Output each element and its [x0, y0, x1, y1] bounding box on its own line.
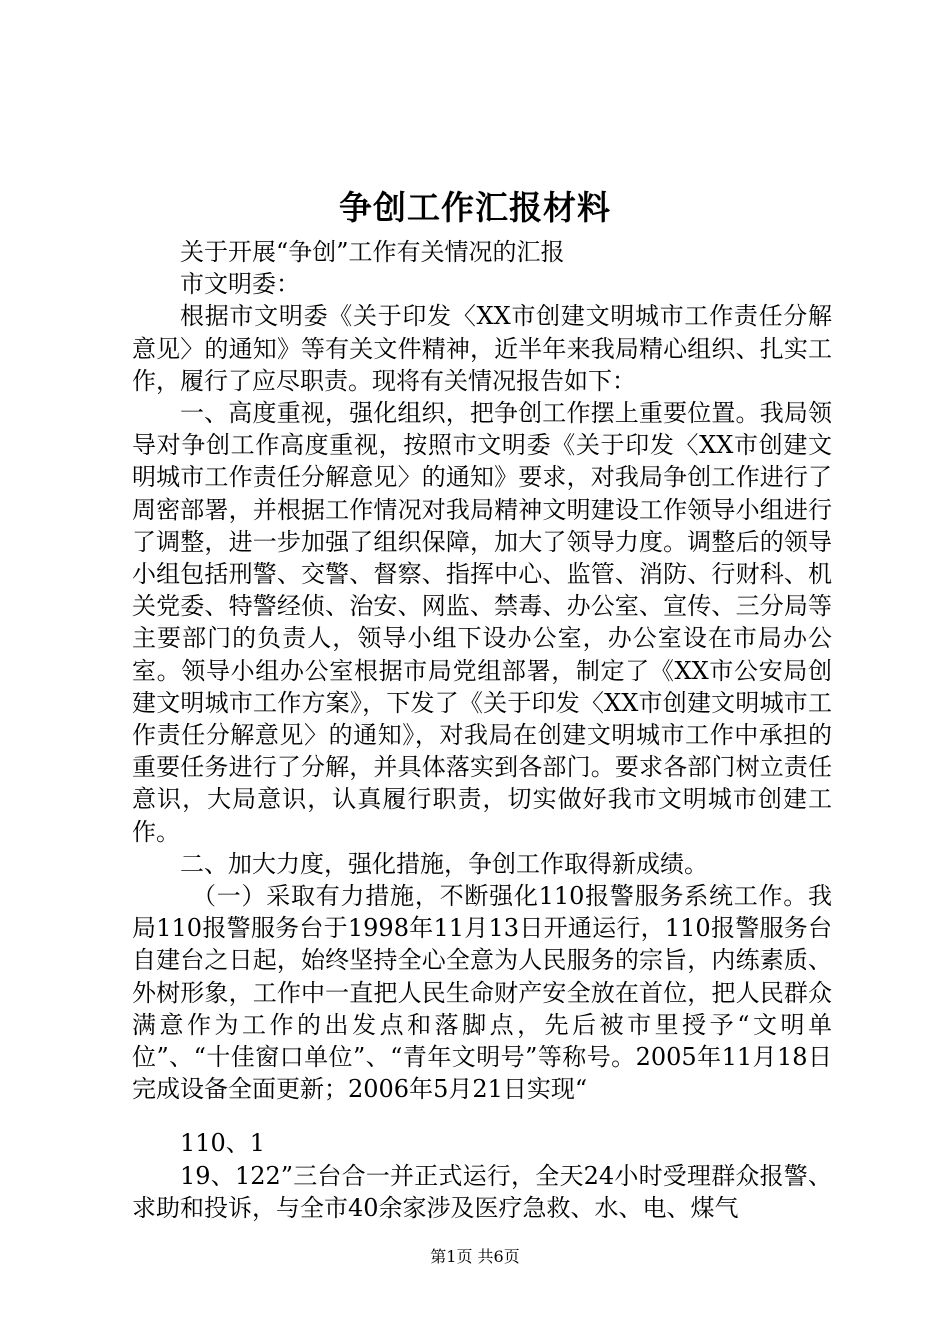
paragraph-three-in-one: 19、122”三台合一并正式运行，全天24小时受理群众报警、求助和投诉，与全市40余家涉及医疗急救、水、电、煤气: [132, 1161, 832, 1222]
paragraph-section-two-heading: 二、加大力度，强化措施，争创工作取得新成绩。: [180, 849, 708, 878]
report-subtitle: 关于开展“争创”工作有关情况的汇报: [180, 238, 565, 266]
paragraph-subsection-one: （一）采取有力措施，不断强化110报警服务系统工作。我局110报警服务台于1998年11月13日开通运行，110报警服务台自建台之日起，始终坚持全心全意为人民服务的宗旨，内练素质、外树形象，工作中一直把人民生命财产安全放在首位，把人民群众满意作为工作的出发点和落脚点，先后被市里授予“文明单位”、“十佳窗口单位”、“青年文明号”等称号。2005年11月18日完成设备全面更新；2006年5月21日实现“: [132, 882, 832, 1104]
page-number-footer: 第1页 共6页: [430, 1247, 520, 1266]
paragraph-section-one: 一、高度重视，强化组织，把争创工作摆上重要位置。我局领导对争创工作高度重视，按照市文明委《关于印发〈XX市创建文明城市工作责任分解意见〉的通知》要求，对我局争创工作进行了周密部署，并根据工作情况对我局精神文明建设工作领导小组进行了调整，进一步加强了组织保障，加大了领导力度。调整后的领导小组包括刑警、交警、督察、指挥中心、监管、消防、行财科、机关党委、特警经侦、治安、网监、禁毒、办公室、宣传、三分局等主要部门的负责人，领导小组下设办公室，办公室设在市局办公室。领导小组办公室根据市局党组部署，制定了《XX市公安局创建文明城市工作方案》，下发了《关于印发〈XX市创建文明城市工作责任分解意见〉的通知》，对我局在创建文明城市工作中承担的重要任务进行了分解，并具体落实到各部门。要求各部门树立责任意识，大局意识，认真履行职责，切实做好我市文明城市创建工作。: [132, 399, 832, 846]
document-body: [132, 236, 832, 1224]
salutation: 市文明委：: [180, 270, 300, 299]
paragraph-intro: 根据市文明委《关于印发〈XX市创建文明城市工作责任分解意见〉的通知》等有关文件精神，近半年来我局精心组织、扎实工作，履行了应尽职责。现将有关情况报告如下：: [132, 302, 832, 395]
paragraph-fragment-110: 110、1: [180, 1129, 266, 1158]
document-title: 争创工作汇报材料: [339, 188, 611, 227]
